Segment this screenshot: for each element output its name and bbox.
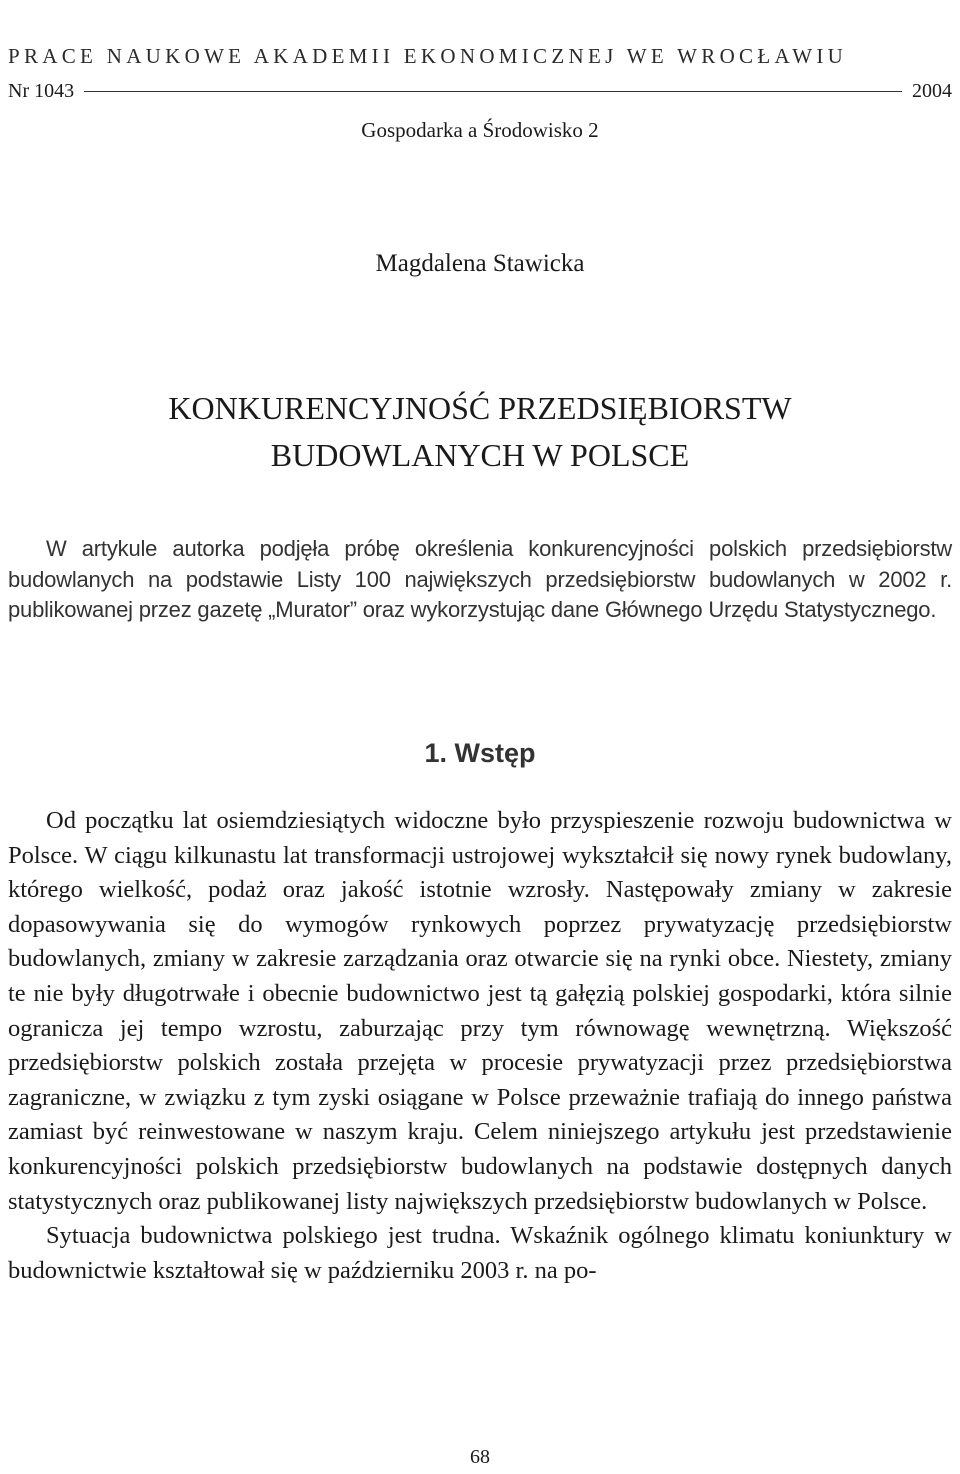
issue-number: Nr 1043: [8, 80, 75, 102]
section-heading: 1. Wstęp: [424, 738, 536, 768]
author-name: Magdalena Stawicka: [375, 250, 585, 277]
article-title-line-1: KONKURENCYJNOŚĆ PRZEDSIĘBIORSTW: [168, 390, 792, 426]
page-number: 68: [470, 1446, 490, 1468]
series-title: Gospodarka a Środowisko 2: [361, 118, 599, 142]
journal-name: PRACE NAUKOWE AKADEMII EKONOMICZNEJ WE WROCŁAWIU: [8, 44, 848, 68]
issue-year: 2004: [912, 80, 952, 102]
article-title-line-2: BUDOWLANYCH W POLSCE: [270, 437, 690, 473]
issue-line: [8, 80, 952, 103]
abstract: W artykule autorka podjęła próbę określenia konkurencyjności polskich przedsiębiorstw budowlanych na podstawie Listy 100 największych przedsiębiorstw budowlanych w 2002 r. publikowanej przez gazetę „Murator” oraz wykorzystując dane Głównego Urzędu Statystycznego.: [8, 536, 952, 622]
header-rule: [84, 91, 902, 92]
article-title: [0, 385, 960, 479]
paragraph-1: Od początku lat osiemdziesiątych widoczne było przyspieszenie rozwoju budownictwa w Polsce. W ciągu kilkunastu lat transformacji ustrojowej wykształcił się nowy rynek budowlany, którego wielkość, podaż oraz jakość istotnie wzrosły. Następowały zmiany w zakresie dopasowywania się do wymogów rynkowych poprzez prywatyzację przedsiębiorstw budowlanych, zmiany w zakresie zarządzania oraz otwarcie się na rynki obce. Niestety, zmiany te nie były długotrwałe i obecnie budownictwo jest tą gałęzią polskiej gospodarki, która silnie ogranicza jej tempo wzrostu, zaburzając przy tym równowagę wewnętrzną. Większość przedsiębiorstw polskich została przejęta w procesie prywatyzacji przez przedsiębiorstwa zagraniczne, w związku z tym zyski osiągane w Polsce przeważnie trafiają do innego państwa zamiast być reinwestowane w naszym kraju. Celem niniejszego artykułu jest przedstawienie konkurencyjności polskich przedsiębiorstw budowlanych na podstawie dostępnych danych statystycznych oraz publikowanej listy największych przedsiębiorstw budowlanych w Polsce.: [8, 807, 952, 1215]
paragraph-2: Sytuacja budownictwa polskiego jest trudna. Wskaźnik ogólnego klimatu koniunktury w budownictwie kształtował się w październiku 2003 r. na po-: [8, 1222, 952, 1284]
body-text: [8, 804, 952, 1288]
